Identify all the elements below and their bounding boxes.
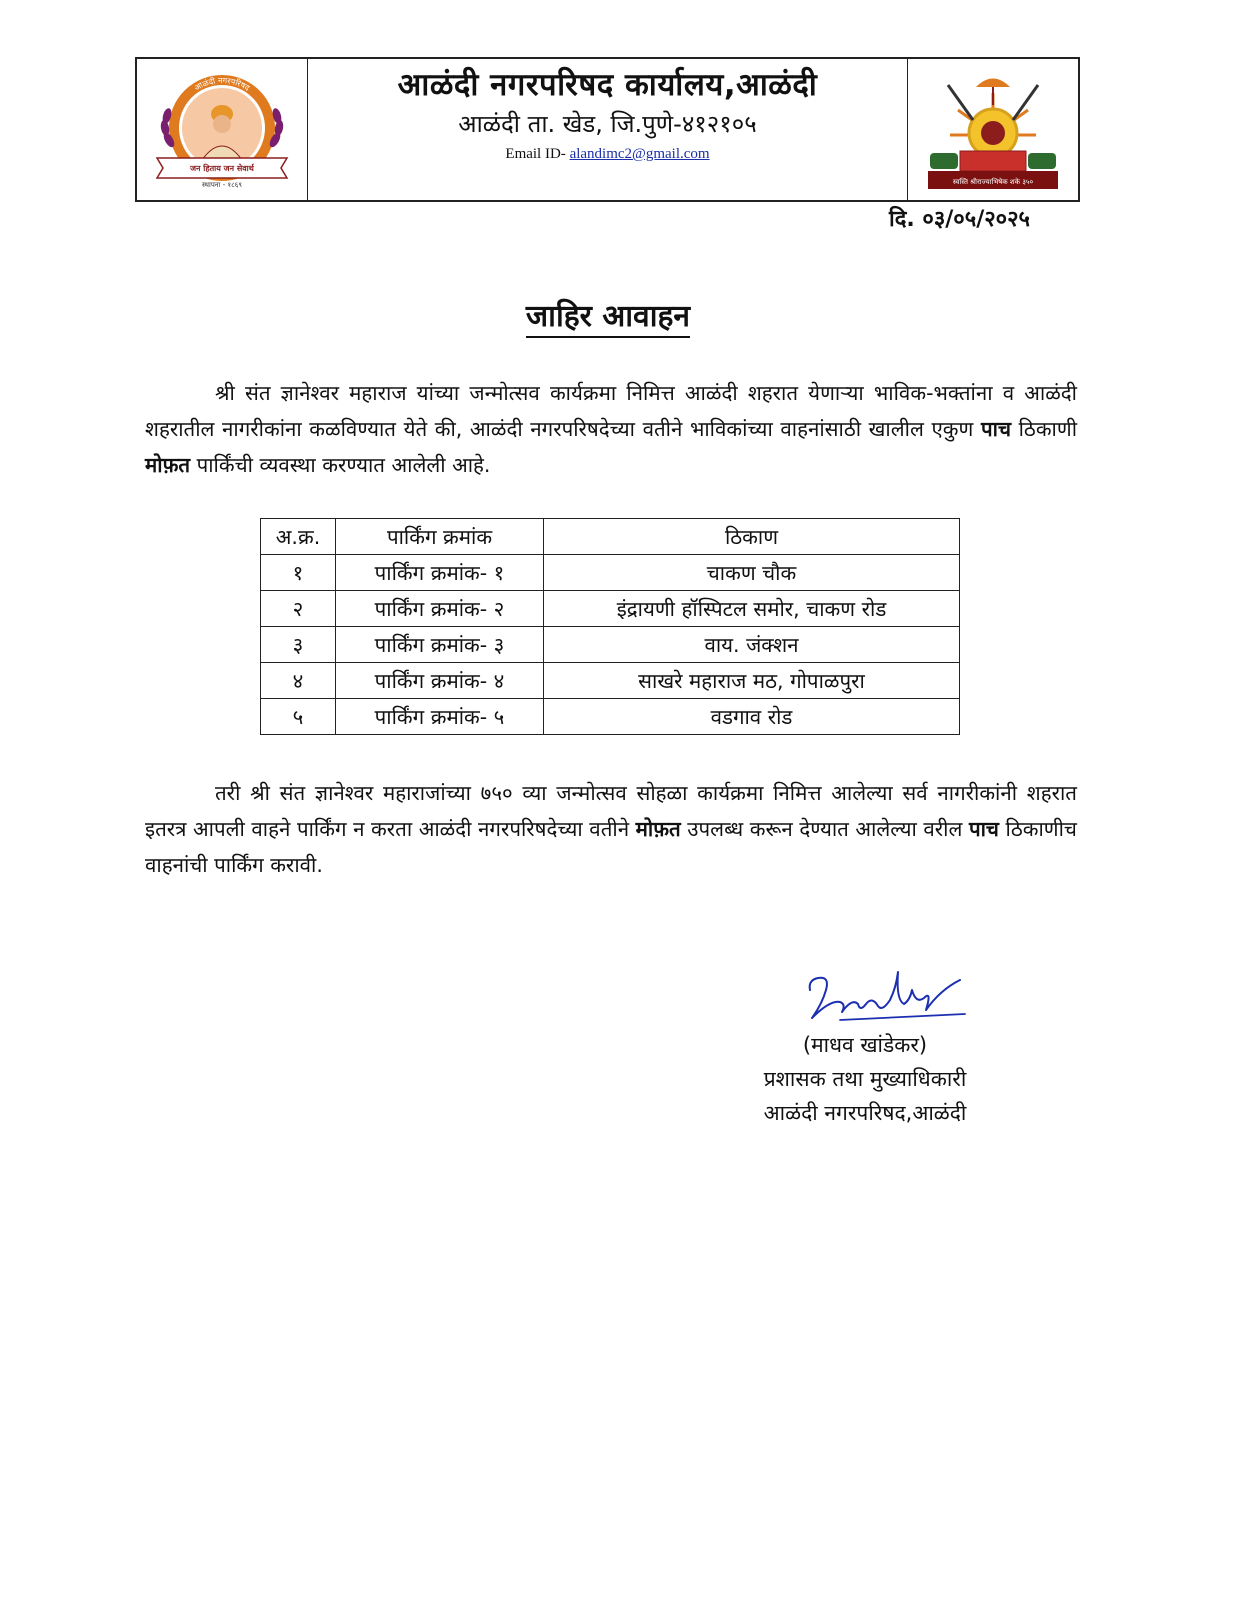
- closing-text-2: उपलब्ध करून देण्यात आलेल्या वरील: [687, 817, 963, 841]
- svg-text:जन हिताय जन सेवार्थ: जन हिताय जन सेवार्थ: [190, 163, 254, 173]
- svg-text:स्वस्ति श्रीराज्याभिषेक शके ३५: स्वस्ति श्रीराज्याभिषेक शके ३५०: [952, 177, 1034, 186]
- row-parking-number: पार्किंग क्रमांक- ४: [336, 663, 544, 699]
- table-row: [261, 627, 960, 663]
- table-row: [261, 699, 960, 735]
- intro-text-1: श्री संत ज्ञानेश्वर महाराज यांच्या जन्मोत्सव कार्यक्रमा निमित्त आळंदी शहरात येणाऱ्या भाविक-भक्तांना व आळंदी शहरातील नागरीकांना कळविण्यात येते की, आळंदी नगरपरिषदेच्या वतीने भाविकांच्या वाहनांसाठी खालील एकुण: [145, 381, 1077, 441]
- row-parking-number: पार्किंग क्रमांक- २: [336, 591, 544, 627]
- royal-emblem-logo: [907, 59, 1078, 200]
- closing-bold-five: पाच: [968, 817, 999, 841]
- signatory-office: आळंदी नगरपरिषद,आळंदी: [763, 1101, 967, 1125]
- row-serial: ५: [261, 699, 336, 735]
- handwritten-signature: [800, 960, 975, 1030]
- email-line: [308, 143, 907, 165]
- row-serial: १: [261, 555, 336, 591]
- intro-paragraph: [145, 375, 1077, 483]
- parking-table: [260, 518, 960, 735]
- closing-text-3: ठिकाणीच वाहनांची पार्किंग करावी.: [145, 817, 1077, 877]
- closing-bold-free: मोफ़त: [635, 817, 681, 841]
- email-link[interactable]: alandimc2@gmail.com: [569, 146, 710, 162]
- row-parking-number: पार्किंग क्रमांक- ५: [336, 699, 544, 735]
- intro-text-3: पार्किंची व्यवस्था करण्यात आलेली आहे.: [196, 453, 491, 477]
- row-serial: ३: [261, 627, 336, 663]
- row-location: साखरे महाराज मठ, गोपाळपुरा: [544, 663, 960, 699]
- date: दि. ०३/०५/२०२५: [889, 207, 1030, 232]
- office-title: आळंदी नगरपरिषद कार्यालय,आळंदी: [397, 67, 818, 103]
- table-header-row: [261, 519, 960, 555]
- row-location: चाकण चौक: [544, 555, 960, 591]
- letterhead: [135, 57, 1080, 202]
- svg-text:आळंदी नगरपरिषद: आळंदी नगरपरिषद: [192, 75, 252, 93]
- intro-text-2: ठिकाणी: [1018, 417, 1077, 441]
- intro-bold-free: मोफ़त: [145, 453, 191, 477]
- row-serial: ४: [261, 663, 336, 699]
- signatory-block: [700, 1028, 1030, 1130]
- municipal-council-logo: [137, 59, 308, 200]
- table-row: [261, 663, 960, 699]
- table-row: [261, 591, 960, 627]
- closing-text-1: तरी श्री संत ज्ञानेश्वर महाराजांच्या ७५० व्या जन्मोत्सव सोहळा कार्यक्रमा निमित्त आलेल्या सर्व नागरीकांनी शहरात इतरत्र आपली वाहने पार्किंग न करता आळंदी नगरपरिषदेच्या वतीने: [145, 781, 1077, 841]
- table-row: [261, 555, 960, 591]
- intro-bold-five: पाच: [980, 417, 1011, 441]
- header-location: ठिकाण: [544, 519, 960, 555]
- signatory-designation: प्रशासक तथा मुख्याधिकारी: [763, 1067, 967, 1091]
- row-parking-number: पार्किंग क्रमांक- ३: [336, 627, 544, 663]
- notice-heading-wrapper: [0, 294, 1216, 335]
- notice-heading: जाहिर आवाहन: [526, 299, 690, 338]
- signatory-name: (माधव खांडेकर): [802, 1033, 928, 1057]
- row-location: वडगाव रोड: [544, 699, 960, 735]
- row-parking-number: पार्किंग क्रमांक- १: [336, 555, 544, 591]
- office-address: आळंदी ता. खेड, जि.पुणे-४१२१०५: [458, 110, 757, 138]
- row-serial: २: [261, 591, 336, 627]
- svg-text:स्थापना - १८६९: स्थापना - १८६९: [201, 180, 243, 189]
- email-label: Email ID-: [505, 146, 566, 162]
- row-location: इंद्रायणी हॉस्पिटल समोर, चाकण रोड: [544, 591, 960, 627]
- row-location: वाय. जंक्शन: [544, 627, 960, 663]
- header-serial: अ.क्र.: [261, 519, 336, 555]
- closing-paragraph: [145, 775, 1077, 883]
- header-parking-number: पार्किंग क्रमांक: [336, 519, 544, 555]
